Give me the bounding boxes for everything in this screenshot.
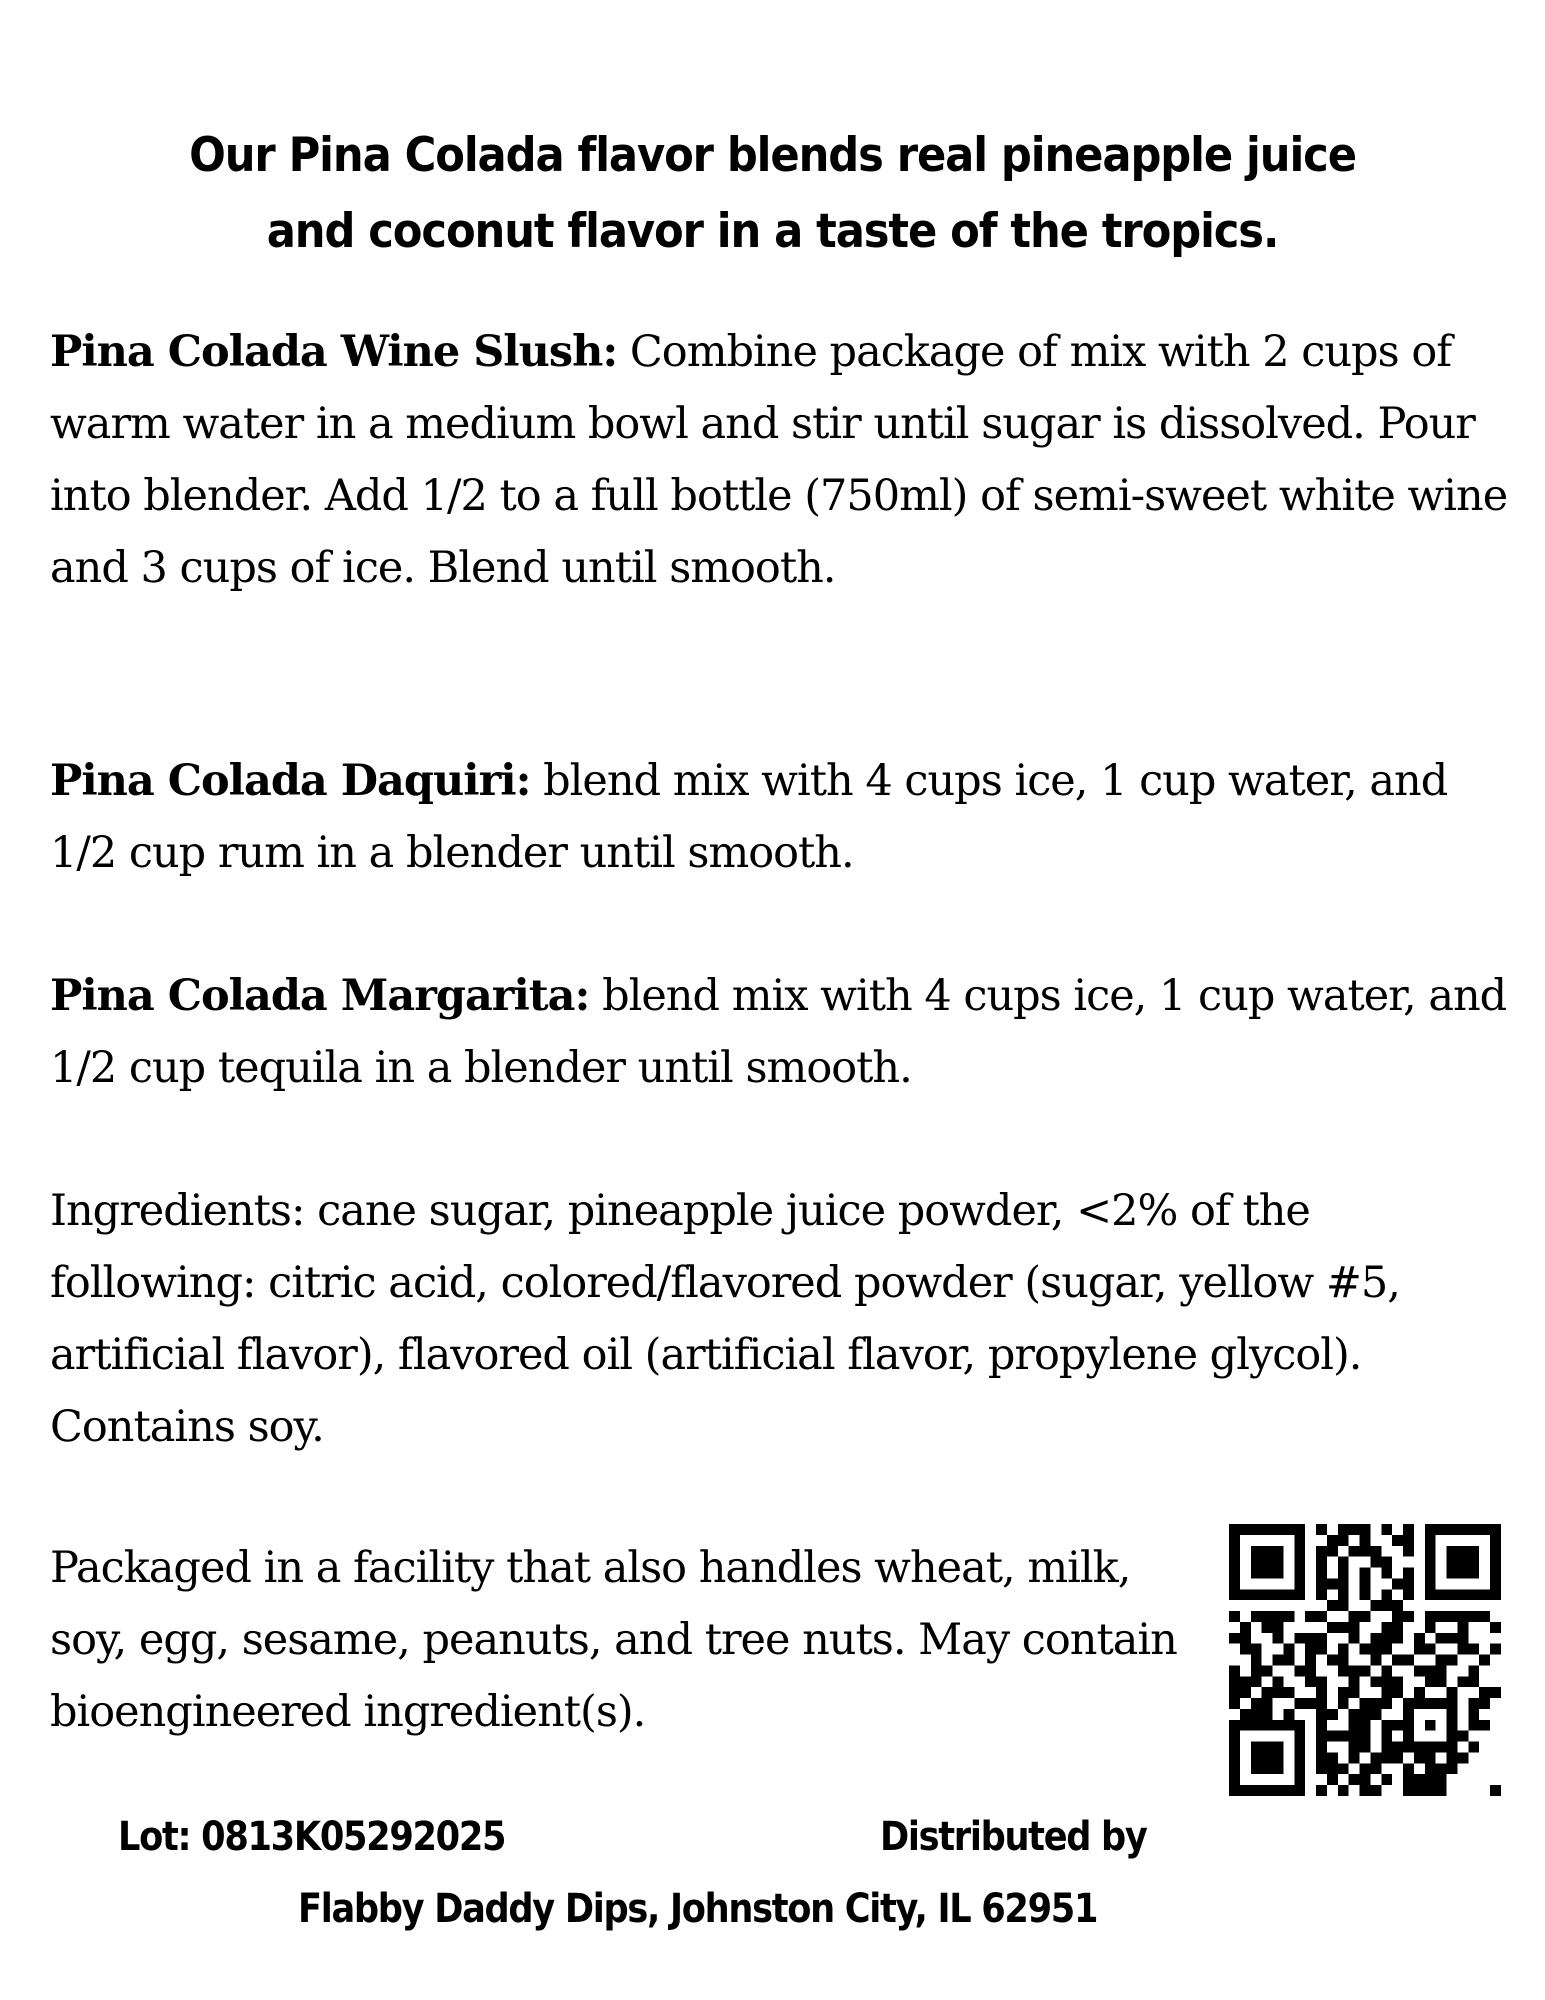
recipe-title: Pina Colada Wine Slush:	[50, 327, 618, 377]
qr-code-icon[interactable]	[1229, 1524, 1501, 1796]
recipe-text: blend mix with 4 cups ice, 1 cup water, and 1/2 cup tequila in a blender until smooth.	[50, 971, 1507, 1093]
recipe-title: Pina Colada Margarita:	[50, 971, 590, 1021]
allergen-notice: Packaged in a facility that also handles wheat, milk, soy, egg, sesame, peanuts, and tree nuts. May contain bioengineered ingredient(s).	[50, 1543, 1177, 1737]
recipe-wine-slush	[50, 316, 1510, 604]
headline-line-1: Our Pina Colada flavor blends real pineapple juice	[189, 128, 1356, 183]
recipe-text: Combine package of mix with 2 cups of warm water in a medium bowl and stir until sugar is dissolved. Pour into blender. Add 1/2 to a full bottle (750ml) of semi-sweet white wine and 3 cups of ice. Blend until smooth.	[50, 327, 1508, 593]
recipe-daquiri	[50, 745, 1510, 889]
recipe-title: Pina Colada Daquiri:	[50, 756, 531, 806]
recipe-text: blend mix with 4 cups ice, 1 cup water, and 1/2 cup rum in a blender until smooth.	[50, 756, 1448, 878]
ingredients-list: Ingredients: cane sugar, pineapple juice powder, <2% of the following: citric acid, colored/flavored powder (sugar, yellow #5, artificial flavor), flavored oil (artificial flavor, propylene glycol). Contains soy.	[50, 1186, 1400, 1452]
headline-line-2: and coconut flavor in a taste of the tropics.	[266, 204, 1279, 259]
distributed-by-label: Distributed by	[880, 1814, 1147, 1860]
distributor-address: Flabby Daddy Dips, Johnston City, IL 62951	[298, 1886, 1098, 1932]
headline	[62, 118, 1483, 270]
lot-number: Lot: 0813K05292025	[118, 1814, 506, 1860]
recipe-margarita	[50, 960, 1510, 1104]
